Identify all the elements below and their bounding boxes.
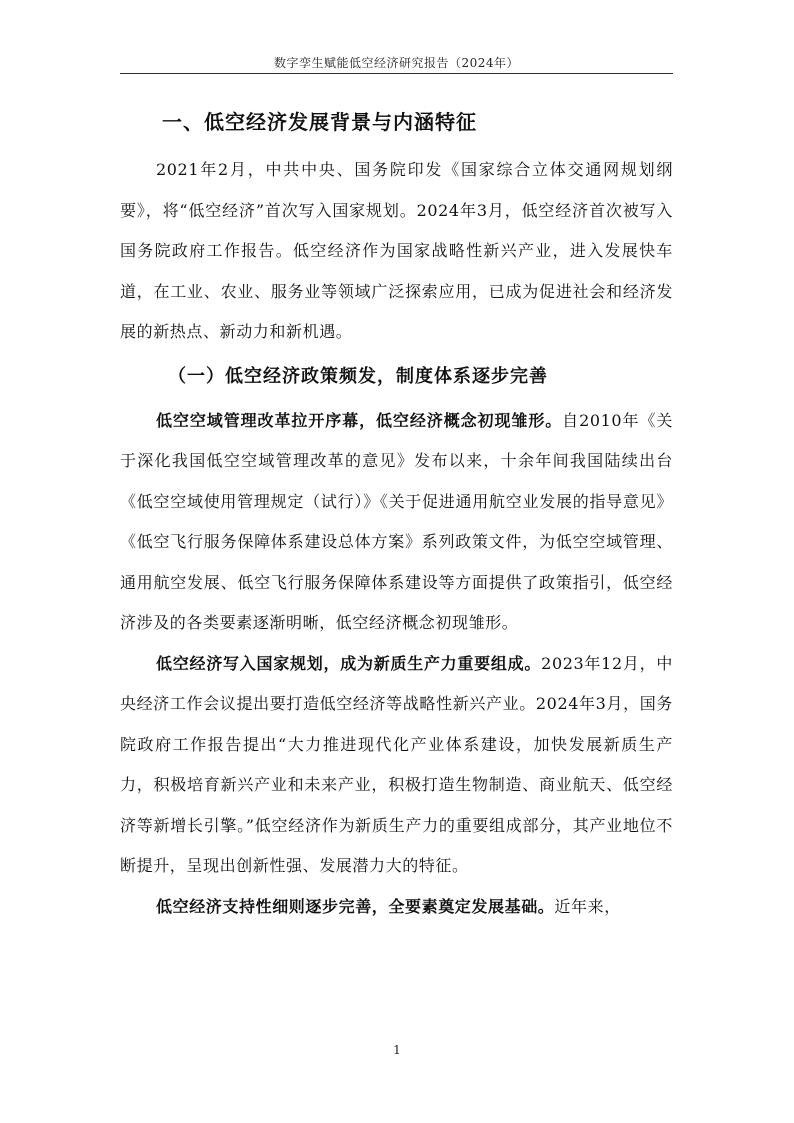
paragraph-body: 自2010年《关于深化我国低空空域管理改革的意见》发布以来，十余年间我国陆续出台《低空空域使用管理规定（试行）》《关于促进通用航空业发展的指导意见》《低空飞行服务保障体系建设总体方案》系列政策文件，为低空空域管理、通用航空发展、低空飞行服务保障体系建设等方面提供了政策指引，低空经济涉及的各类要素逐渐明晰，低空经济概念初现雏形。 bbox=[120, 410, 673, 632]
paragraph-body: 近年来， bbox=[554, 896, 621, 916]
subsection-heading: （一）低空经济政策频发，制度体系逐步完善 bbox=[168, 365, 548, 387]
running-header: 数字孪生赋能低空经济研究报告（2024年） bbox=[273, 56, 520, 70]
intro-paragraph: 2021年2月，中共中央、国务院印发《国家综合立体交通网规划纲要》，将“低空经济”首次写入国家规划。2024年3月，低空经济首次被写入国务院政府工作报告。低空经济作为国家战略性新兴产业，进入发展快车道，在工业、农业、服务业等领域广泛探索应用，已成为促进社会和经济发展的新热点、新动力和新机遇。 bbox=[120, 160, 673, 341]
header-divider bbox=[120, 73, 673, 74]
policy-paragraph-3 bbox=[120, 887, 673, 928]
paragraph-lead: 低空经济支持性细则逐步完善，全要素奠定发展基础。 bbox=[156, 896, 555, 916]
section-heading: 一、低空经济发展背景与内涵特征 bbox=[162, 110, 477, 134]
page-body bbox=[120, 100, 673, 927]
paragraph-lead: 低空空域管理改革拉开序幕，低空经济概念初现雏形。 bbox=[156, 410, 563, 430]
paragraph-lead: 低空经济写入国家规划，成为新质生产力重要组成。 bbox=[156, 653, 542, 673]
policy-paragraph-2 bbox=[120, 644, 673, 887]
page-number: 1 bbox=[393, 1043, 401, 1057]
paragraph-body: 2023年12月，中央经济工作会议提出要打造低空经济等战略性新兴产业。2024年3月，国务院政府工作报告提出“大力推进现代化产业体系建设，加快发展新质生产力，积极培育新兴产业和未来产业，积极打造生物制造、商业航天、低空经济等新增长引擎。”低空经济作为新质生产力的重要组成部分，其产业地位不断提升，呈现出创新性强、发展潜力大的特征。 bbox=[120, 653, 673, 875]
policy-paragraph-1 bbox=[120, 401, 673, 644]
